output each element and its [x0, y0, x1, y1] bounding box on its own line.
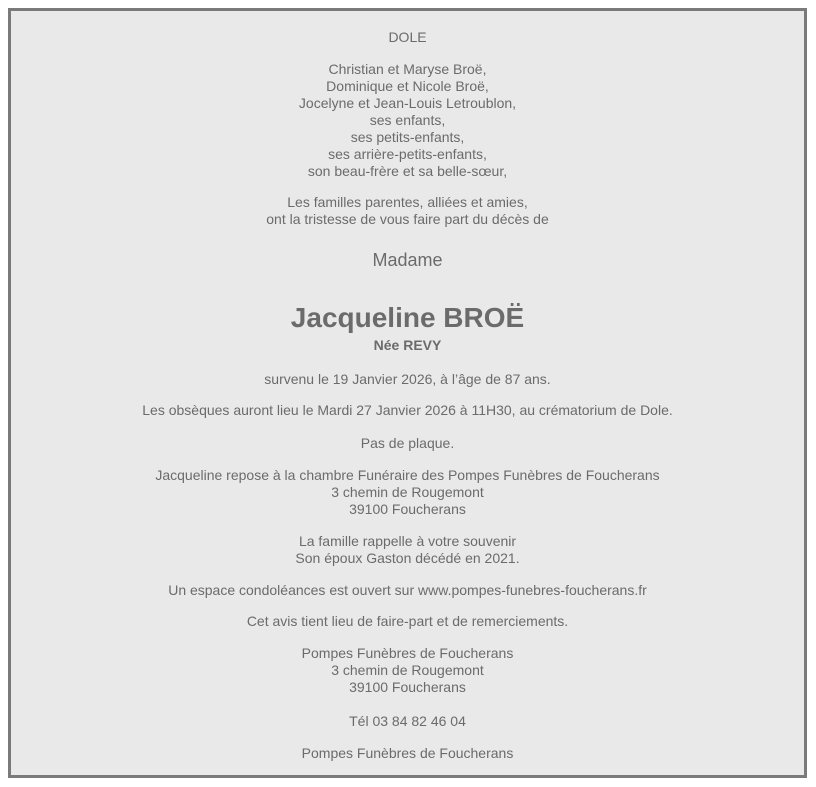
- family-line: Jocelyne et Jean-Louis Letroublon,: [298, 95, 517, 111]
- funeral-home-line: 3 chemin de Rougemont: [331, 662, 484, 678]
- rest-place-line: Jacqueline repose à la chambre Funéraire des Pompes Funèbres de Foucherans: [155, 467, 660, 483]
- family-line: ses enfants,: [369, 112, 446, 128]
- announcement-line: ont la tristesse de vous faire part du décès de: [266, 211, 549, 227]
- signature: Pompes Funèbres de Foucherans: [301, 745, 514, 761]
- family-line: Dominique et Nicole Broë,: [326, 78, 489, 94]
- funeral-details: Les obsèques auront lieu le Mardi 27 Janvier 2026 à 11H30, au crématorium de Dole.: [142, 402, 673, 418]
- family-line: ses petits-enfants,: [350, 129, 465, 145]
- funeral-home-line: Pompes Funèbres de Foucherans: [301, 645, 514, 661]
- family-line: Christian et Maryse Broë,: [328, 61, 487, 77]
- honorific: Madame: [372, 250, 443, 270]
- memory-line: La famille rappelle à votre souvenir: [298, 533, 517, 549]
- deceased-name: Jacqueline BROË: [290, 302, 525, 333]
- rest-place-line: 39100 Foucherans: [349, 501, 466, 517]
- notice-frame: [8, 8, 807, 778]
- family-line: ses arrière-petits-enfants,: [328, 146, 487, 162]
- death-date: survenu le 19 Janvier 2026, à l’âge de 87 ans.: [264, 371, 551, 387]
- plaque-note: Pas de plaque.: [360, 435, 455, 451]
- family-line: son beau-frère et sa belle-sœur,: [307, 163, 508, 179]
- notice-statement: Cet avis tient lieu de faire-part et de remerciements.: [246, 613, 569, 629]
- maiden-name: Née REVY: [373, 337, 442, 353]
- rest-place-line: 3 chemin de Rougemont: [331, 484, 484, 500]
- city-heading: DOLE: [388, 29, 427, 45]
- extended-family-line: Les familles parentes, alliées et amies,: [287, 194, 528, 210]
- condolences-line: Un espace condoléances est ouvert sur www.pompes-funebres-foucherans.fr: [168, 582, 647, 598]
- funeral-home-line: 39100 Foucherans: [349, 679, 466, 695]
- phone-number: Tél 03 84 82 46 04: [349, 713, 466, 729]
- memory-line: Son époux Gaston décédé en 2021.: [295, 550, 520, 566]
